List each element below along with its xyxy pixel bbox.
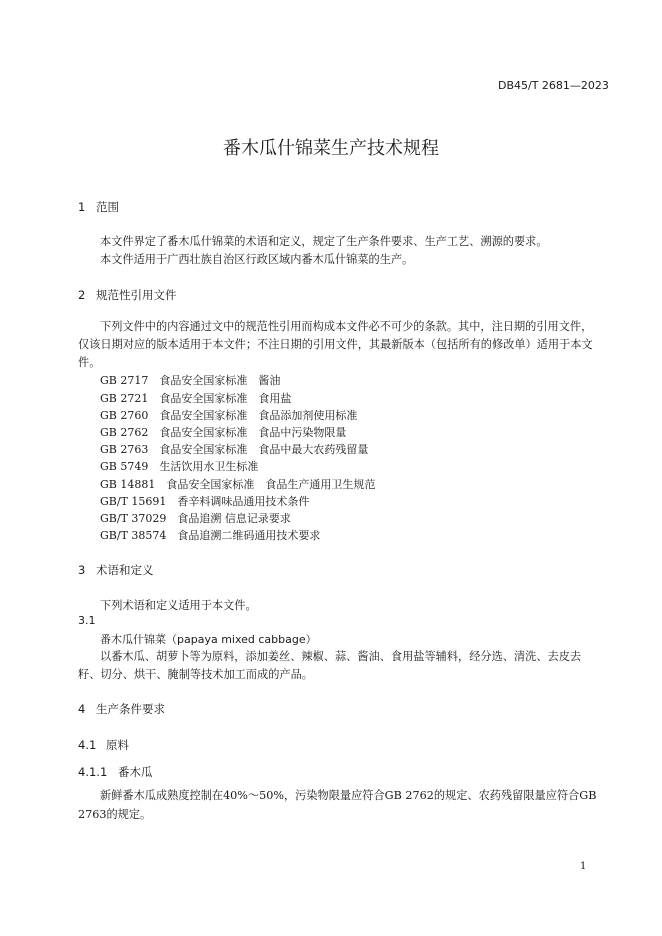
reference-item: GB 2763 食品安全国家标准 食品中最大农药残留量 [100, 443, 369, 456]
term-definition: 以番木瓜、胡萝卜等为原料，添加姜丝、辣椒、蒜、酱油、食用盐等辅料，经分选、清洗、去皮去籽、切分、烘干、腌制等技术加工而成的产品。 [78, 650, 582, 681]
subsection-4-1-heading [78, 737, 129, 753]
reference-item: GB 2717 食品安全国家标准 酱油 [100, 374, 281, 387]
section-1-paragraph-1: 本文件界定了番木瓜什锦菜的术语和定义，规定了生产条件要求、生产工艺、溯源的要求。 [100, 235, 548, 248]
section-2-heading [78, 287, 177, 303]
section-1-heading [78, 199, 119, 215]
subsection-4-1-number: 4.1 [78, 738, 97, 752]
section-2-intro: 下列文件中的内容通过文中的规范性引用而构成本文件必不可少的条款。其中，注日期的引用文件，仅该日期对应的版本适用于本文件；不注日期的引用文件，其最新版本（包括所有的修改单）适用于本文件。 [78, 320, 593, 369]
subsection-4-1-title: 原料 [106, 738, 129, 752]
page-number: 1 [580, 861, 587, 872]
section-3-number: 3 [78, 563, 86, 577]
section-1-number: 1 [78, 200, 86, 214]
reference-item: GB/T 15691 香辛料调味品通用技术条件 [100, 495, 310, 508]
reference-item: GB 2762 食品安全国家标准 食品中污染物限量 [100, 426, 347, 439]
reference-item: GB 5749 生活饮用水卫生标准 [100, 460, 259, 473]
term-number: 3.1 [78, 614, 96, 627]
section-2-number: 2 [78, 288, 86, 302]
section-4-paragraph: 新鲜番木瓜成熟度控制在40%～50%，污染物限量应符合GB 2762的规定、农药残留限量应符合GB 2763的规定。 [78, 789, 597, 821]
document-title: 番木瓜什锦菜生产技术规程 [223, 138, 439, 159]
subsection-4-1-1-title: 番木瓜 [118, 765, 153, 779]
term-name: 番木瓜什锦菜（papaya mixed cabbage） [100, 633, 317, 646]
reference-item: GB 14881 食品安全国家标准 食品生产通用卫生规范 [100, 478, 376, 491]
section-4-heading [78, 701, 165, 717]
section-1-paragraph-2: 本文件适用于广西壮族自治区行政区域内番木瓜什锦菜的生产。 [100, 253, 414, 266]
section-3-title: 术语和定义 [96, 563, 154, 577]
section-3-heading [78, 562, 154, 578]
section-4-number: 4 [78, 702, 86, 716]
section-3-intro: 下列术语和定义适用于本文件。 [100, 599, 257, 612]
standard-code: DB45/T 2681—2023 [498, 79, 609, 92]
section-1-title: 范围 [96, 200, 119, 214]
section-2-title: 规范性引用文件 [96, 288, 177, 302]
reference-item: GB/T 38574 食品追溯二维码通用技术要求 [100, 529, 321, 542]
subsection-4-1-1-heading [78, 764, 153, 780]
reference-item: GB 2721 食品安全国家标准 食用盐 [100, 392, 292, 405]
reference-item: GB/T 37029 食品追溯 信息记录要求 [100, 512, 291, 525]
section-4-title: 生产条件要求 [96, 702, 165, 716]
subsection-4-1-1-number: 4.1.1 [78, 765, 108, 779]
reference-item: GB 2760 食品安全国家标准 食品添加剂使用标准 [100, 409, 358, 422]
